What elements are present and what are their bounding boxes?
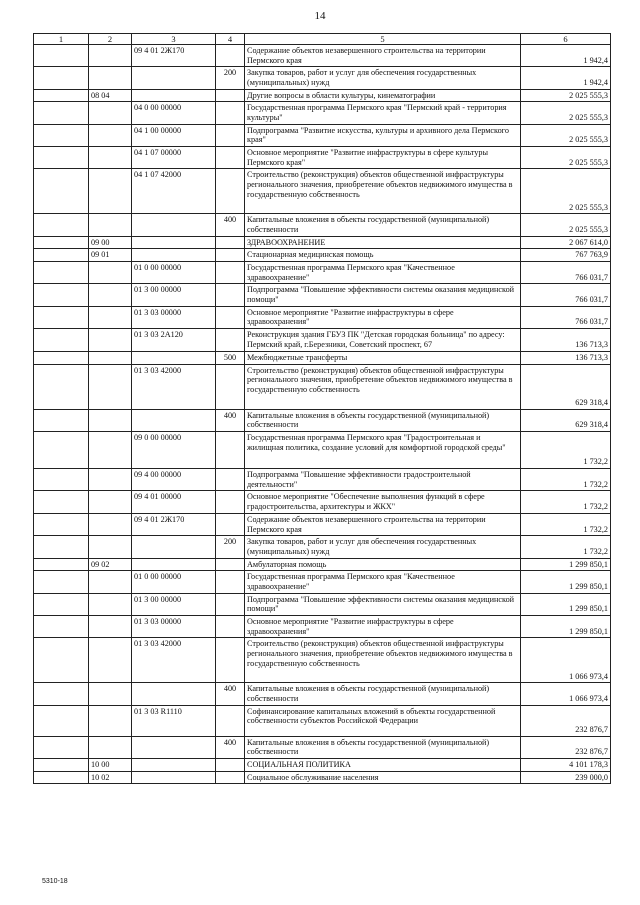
cell-description: Основное мероприятие "Развитие инфраструктуры в сфере здравоохранения" bbox=[245, 306, 521, 328]
cell-col-2: 09 01 bbox=[89, 249, 132, 262]
cell-description: Социальное обслуживание населения bbox=[245, 771, 521, 784]
cell-expense-type bbox=[216, 705, 245, 736]
page-number: 14 bbox=[314, 10, 326, 22]
table-row bbox=[34, 615, 611, 637]
cell-col-2 bbox=[89, 409, 132, 431]
cell-amount: 629 318,4 bbox=[521, 364, 611, 409]
table-row bbox=[34, 262, 611, 284]
table-row bbox=[34, 89, 611, 102]
cell-description: Подпрограмма "Развитие искусства, культуры и архивного дела Пермского края" bbox=[245, 124, 521, 146]
col-header-5: 5 bbox=[245, 34, 521, 45]
cell-amount: 2 025 555,3 bbox=[521, 147, 611, 169]
cell-col-1 bbox=[34, 705, 89, 736]
cell-description: Закупка товаров, работ и услуг для обеспечения государственных (муниципальных) нужд bbox=[245, 536, 521, 558]
cell-col-2 bbox=[89, 67, 132, 89]
col-header-4: 4 bbox=[216, 34, 245, 45]
cell-expense-type: 400 bbox=[216, 409, 245, 431]
cell-expense-type bbox=[216, 513, 245, 535]
cell-col-2 bbox=[89, 364, 132, 409]
cell-code: 01 3 03 2А120 bbox=[132, 329, 216, 352]
cell-col-1 bbox=[34, 169, 89, 214]
cell-code bbox=[132, 352, 216, 365]
cell-amount: 136 713,3 bbox=[521, 329, 611, 352]
cell-description: Подпрограмма "Повышение эффективности градостроительной деятельности" bbox=[245, 469, 521, 491]
cell-col-2 bbox=[89, 169, 132, 214]
cell-col-1 bbox=[34, 536, 89, 558]
table-row bbox=[34, 638, 611, 683]
cell-col-1 bbox=[34, 67, 89, 89]
cell-expense-type bbox=[216, 758, 245, 771]
cell-amount: 2 025 555,3 bbox=[521, 214, 611, 236]
table-row bbox=[34, 284, 611, 306]
table-row bbox=[34, 536, 611, 558]
cell-description: Строительство (реконструкция) объектов общественной инфраструктуры регионального значения, приобретение объектов недвижимого имущества в государственную собственность bbox=[245, 638, 521, 683]
cell-expense-type: 400 bbox=[216, 214, 245, 236]
cell-col-1 bbox=[34, 758, 89, 771]
cell-col-1 bbox=[34, 469, 89, 491]
cell-description: Содержание объектов незавершенного строительства на территории Пермского края bbox=[245, 513, 521, 535]
cell-col-2: 09 00 bbox=[89, 236, 132, 249]
cell-expense-type: 200 bbox=[216, 536, 245, 558]
cell-description: Строительство (реконструкция) объектов общественной инфраструктуры регионального значения, приобретение объектов недвижимого имущества в государственную собственность bbox=[245, 364, 521, 409]
table-row bbox=[34, 236, 611, 249]
cell-amount: 766 031,7 bbox=[521, 284, 611, 306]
col-header-6: 6 bbox=[521, 34, 611, 45]
table-row bbox=[34, 124, 611, 146]
cell-expense-type bbox=[216, 615, 245, 637]
cell-amount: 2 025 555,3 bbox=[521, 89, 611, 102]
cell-code: 09 4 01 2Ж170 bbox=[132, 513, 216, 535]
cell-description: Другие вопросы в области культуры, кинематографии bbox=[245, 89, 521, 102]
cell-description: Софинансирование капитальных вложений в объекты государственной собственности субъектов Российской Федерации bbox=[245, 705, 521, 736]
cell-expense-type bbox=[216, 638, 245, 683]
table-row bbox=[34, 147, 611, 169]
cell-expense-type bbox=[216, 169, 245, 214]
cell-col-1 bbox=[34, 262, 89, 284]
cell-amount: 1 732,2 bbox=[521, 469, 611, 491]
cell-amount: 767 763,9 bbox=[521, 249, 611, 262]
cell-expense-type bbox=[216, 306, 245, 328]
cell-code bbox=[132, 683, 216, 705]
cell-description: Подпрограмма "Повышение эффективности системы оказания медицинской помощи" bbox=[245, 593, 521, 615]
cell-description: Государственная программа Пермского края "Качественное здравоохранение" bbox=[245, 262, 521, 284]
cell-description: Капитальные вложения в объекты государственной (муниципальной) собственности bbox=[245, 409, 521, 431]
cell-amount: 1 732,2 bbox=[521, 491, 611, 513]
cell-expense-type bbox=[216, 89, 245, 102]
cell-code bbox=[132, 67, 216, 89]
cell-amount: 2 067 614,0 bbox=[521, 236, 611, 249]
cell-col-2: 08 04 bbox=[89, 89, 132, 102]
cell-col-1 bbox=[34, 284, 89, 306]
cell-expense-type bbox=[216, 469, 245, 491]
cell-col-2 bbox=[89, 124, 132, 146]
cell-code: 09 4 00 00000 bbox=[132, 469, 216, 491]
cell-code bbox=[132, 771, 216, 784]
cell-expense-type: 200 bbox=[216, 67, 245, 89]
cell-col-1 bbox=[34, 306, 89, 328]
cell-col-1 bbox=[34, 364, 89, 409]
cell-col-2 bbox=[89, 683, 132, 705]
cell-col-1 bbox=[34, 352, 89, 365]
cell-description: Основное мероприятие "Развитие инфраструктуры в сфере культуры Пермского края" bbox=[245, 147, 521, 169]
cell-expense-type: 500 bbox=[216, 352, 245, 365]
cell-code bbox=[132, 536, 216, 558]
table-row bbox=[34, 683, 611, 705]
cell-code: 01 3 00 00000 bbox=[132, 284, 216, 306]
table-row bbox=[34, 736, 611, 758]
cell-code: 09 4 01 00000 bbox=[132, 491, 216, 513]
cell-col-2: 10 00 bbox=[89, 758, 132, 771]
cell-col-1 bbox=[34, 638, 89, 683]
table-row bbox=[34, 705, 611, 736]
cell-col-2 bbox=[89, 491, 132, 513]
cell-code: 01 3 00 00000 bbox=[132, 593, 216, 615]
cell-col-2 bbox=[89, 432, 132, 469]
cell-amount: 4 101 178,3 bbox=[521, 758, 611, 771]
table-row bbox=[34, 306, 611, 328]
cell-description: Государственная программа Пермского края "Пермский край - территория культуры" bbox=[245, 102, 521, 124]
cell-amount: 1 066 973,4 bbox=[521, 638, 611, 683]
cell-col-1 bbox=[34, 558, 89, 571]
table-row bbox=[34, 249, 611, 262]
cell-code bbox=[132, 236, 216, 249]
cell-col-2 bbox=[89, 593, 132, 615]
cell-col-2 bbox=[89, 102, 132, 124]
cell-description: СОЦИАЛЬНАЯ ПОЛИТИКА bbox=[245, 758, 521, 771]
cell-col-2 bbox=[89, 147, 132, 169]
cell-col-2: 10 02 bbox=[89, 771, 132, 784]
cell-expense-type: 400 bbox=[216, 736, 245, 758]
cell-col-2 bbox=[89, 214, 132, 236]
cell-amount: 1 299 850,1 bbox=[521, 593, 611, 615]
cell-col-1 bbox=[34, 409, 89, 431]
cell-expense-type bbox=[216, 102, 245, 124]
footer-code: 5310-18 bbox=[42, 878, 68, 885]
cell-expense-type bbox=[216, 262, 245, 284]
table-row bbox=[34, 571, 611, 593]
cell-col-1 bbox=[34, 89, 89, 102]
cell-col-1 bbox=[34, 513, 89, 535]
cell-amount: 2 025 555,3 bbox=[521, 169, 611, 214]
cell-amount: 1 942,4 bbox=[521, 67, 611, 89]
cell-amount: 1 299 850,1 bbox=[521, 615, 611, 637]
cell-expense-type bbox=[216, 45, 245, 67]
cell-col-1 bbox=[34, 147, 89, 169]
table-body bbox=[34, 45, 611, 784]
cell-expense-type bbox=[216, 236, 245, 249]
cell-code: 04 0 00 00000 bbox=[132, 102, 216, 124]
cell-col-2 bbox=[89, 352, 132, 365]
cell-col-1 bbox=[34, 236, 89, 249]
cell-amount: 1 732,2 bbox=[521, 432, 611, 469]
col-header-3: 3 bbox=[132, 34, 216, 45]
cell-code: 01 0 00 00000 bbox=[132, 262, 216, 284]
cell-col-1 bbox=[34, 491, 89, 513]
cell-amount: 1 299 850,1 bbox=[521, 571, 611, 593]
cell-description: Стационарная медицинская помощь bbox=[245, 249, 521, 262]
cell-amount: 232 876,7 bbox=[521, 705, 611, 736]
cell-expense-type bbox=[216, 124, 245, 146]
cell-amount: 1 732,2 bbox=[521, 536, 611, 558]
cell-col-2 bbox=[89, 45, 132, 67]
cell-description: Капитальные вложения в объекты государственной (муниципальной) собственности bbox=[245, 214, 521, 236]
cell-amount: 1 299 850,1 bbox=[521, 558, 611, 571]
cell-col-2 bbox=[89, 262, 132, 284]
cell-expense-type bbox=[216, 571, 245, 593]
cell-code: 01 3 03 42000 bbox=[132, 638, 216, 683]
cell-col-1 bbox=[34, 249, 89, 262]
cell-amount: 2 025 555,3 bbox=[521, 102, 611, 124]
cell-code bbox=[132, 409, 216, 431]
cell-col-2 bbox=[89, 615, 132, 637]
cell-code bbox=[132, 249, 216, 262]
cell-code bbox=[132, 758, 216, 771]
cell-col-1 bbox=[34, 124, 89, 146]
cell-amount: 2 025 555,3 bbox=[521, 124, 611, 146]
cell-col-2 bbox=[89, 571, 132, 593]
cell-amount: 1 732,2 bbox=[521, 513, 611, 535]
cell-description: ЗДРАВООХРАНЕНИЕ bbox=[245, 236, 521, 249]
cell-description: Государственная программа Пермского края "Градостроительная и жилищная политика, создание условий для комфортной городской среды" bbox=[245, 432, 521, 469]
cell-expense-type bbox=[216, 364, 245, 409]
table-row bbox=[34, 169, 611, 214]
cell-expense-type bbox=[216, 491, 245, 513]
cell-description: Закупка товаров, работ и услуг для обеспечения государственных (муниципальных) нужд bbox=[245, 67, 521, 89]
cell-amount: 766 031,7 bbox=[521, 262, 611, 284]
budget-table bbox=[33, 33, 611, 784]
cell-col-1 bbox=[34, 102, 89, 124]
cell-col-2 bbox=[89, 536, 132, 558]
cell-expense-type bbox=[216, 432, 245, 469]
table-row bbox=[34, 67, 611, 89]
cell-col-1 bbox=[34, 329, 89, 352]
cell-code: 01 3 03 42000 bbox=[132, 364, 216, 409]
table-row bbox=[34, 409, 611, 431]
cell-code: 09 4 01 2Ж170 bbox=[132, 45, 216, 67]
cell-description: Реконструкция здания ГБУЗ ПК "Детская городская больница" по адресу: Пермский край, г.Березники, Советский проспект, 67 bbox=[245, 329, 521, 352]
cell-col-2 bbox=[89, 513, 132, 535]
cell-col-1 bbox=[34, 45, 89, 67]
table-header bbox=[34, 34, 611, 45]
cell-expense-type bbox=[216, 147, 245, 169]
col-header-2: 2 bbox=[89, 34, 132, 45]
cell-description: Содержание объектов незавершенного строительства на территории Пермского края bbox=[245, 45, 521, 67]
table-row bbox=[34, 558, 611, 571]
cell-code: 01 0 00 00000 bbox=[132, 571, 216, 593]
table-row bbox=[34, 432, 611, 469]
cell-col-1 bbox=[34, 683, 89, 705]
cell-code: 04 1 00 00000 bbox=[132, 124, 216, 146]
table-row bbox=[34, 491, 611, 513]
cell-description: Государственная программа Пермского края "Качественное здравоохранение" bbox=[245, 571, 521, 593]
table-row bbox=[34, 45, 611, 67]
cell-col-1 bbox=[34, 771, 89, 784]
cell-col-2 bbox=[89, 736, 132, 758]
col-header-1: 1 bbox=[34, 34, 89, 45]
header-row bbox=[34, 34, 611, 45]
cell-code bbox=[132, 89, 216, 102]
cell-expense-type bbox=[216, 771, 245, 784]
cell-amount: 629 318,4 bbox=[521, 409, 611, 431]
cell-col-1 bbox=[34, 571, 89, 593]
cell-expense-type bbox=[216, 558, 245, 571]
cell-code: 01 3 03 R1110 bbox=[132, 705, 216, 736]
table-row bbox=[34, 352, 611, 365]
cell-description: Подпрограмма "Повышение эффективности системы оказания медицинской помощи" bbox=[245, 284, 521, 306]
table-row bbox=[34, 329, 611, 352]
cell-col-1 bbox=[34, 736, 89, 758]
cell-expense-type bbox=[216, 249, 245, 262]
table-row bbox=[34, 469, 611, 491]
cell-description: Строительство (реконструкция) объектов общественной инфраструктуры регионального значения, приобретение объектов недвижимого имущества в государственную собственность bbox=[245, 169, 521, 214]
cell-col-2 bbox=[89, 329, 132, 352]
cell-description: Основное мероприятие "Развитие инфраструктуры в сфере здравоохранения" bbox=[245, 615, 521, 637]
cell-col-2 bbox=[89, 284, 132, 306]
cell-description: Амбулаторная помощь bbox=[245, 558, 521, 571]
cell-col-2 bbox=[89, 638, 132, 683]
cell-amount: 232 876,7 bbox=[521, 736, 611, 758]
cell-amount: 239 000,0 bbox=[521, 771, 611, 784]
cell-code: 01 3 03 00000 bbox=[132, 306, 216, 328]
cell-amount: 1 942,4 bbox=[521, 45, 611, 67]
cell-description: Капитальные вложения в объекты государственной (муниципальной) собственности bbox=[245, 736, 521, 758]
cell-amount: 766 031,7 bbox=[521, 306, 611, 328]
table-row bbox=[34, 758, 611, 771]
cell-code: 09 0 00 00000 bbox=[132, 432, 216, 469]
cell-col-2 bbox=[89, 306, 132, 328]
cell-description: Капитальные вложения в объекты государственной (муниципальной) собственности bbox=[245, 683, 521, 705]
cell-amount: 1 066 973,4 bbox=[521, 683, 611, 705]
cell-expense-type: 400 bbox=[216, 683, 245, 705]
table-row bbox=[34, 771, 611, 784]
cell-code: 01 3 03 00000 bbox=[132, 615, 216, 637]
cell-code bbox=[132, 558, 216, 571]
cell-col-2: 09 02 bbox=[89, 558, 132, 571]
cell-description: Межбюджетные трансферты bbox=[245, 352, 521, 365]
table-row bbox=[34, 214, 611, 236]
table-row bbox=[34, 364, 611, 409]
cell-code: 04 1 07 00000 bbox=[132, 147, 216, 169]
cell-col-1 bbox=[34, 615, 89, 637]
cell-amount: 136 713,3 bbox=[521, 352, 611, 365]
cell-code bbox=[132, 736, 216, 758]
cell-expense-type bbox=[216, 284, 245, 306]
cell-expense-type bbox=[216, 329, 245, 352]
cell-col-2 bbox=[89, 469, 132, 491]
cell-col-1 bbox=[34, 214, 89, 236]
cell-description: Основное мероприятие "Обеспечение выполнения функций в сфере градостроительства, архитектуры и ЖКХ" bbox=[245, 491, 521, 513]
cell-code bbox=[132, 214, 216, 236]
table-row bbox=[34, 513, 611, 535]
table-row bbox=[34, 102, 611, 124]
cell-expense-type bbox=[216, 593, 245, 615]
table-row bbox=[34, 593, 611, 615]
cell-col-1 bbox=[34, 432, 89, 469]
cell-code: 04 1 07 42000 bbox=[132, 169, 216, 214]
cell-col-1 bbox=[34, 593, 89, 615]
cell-col-2 bbox=[89, 705, 132, 736]
